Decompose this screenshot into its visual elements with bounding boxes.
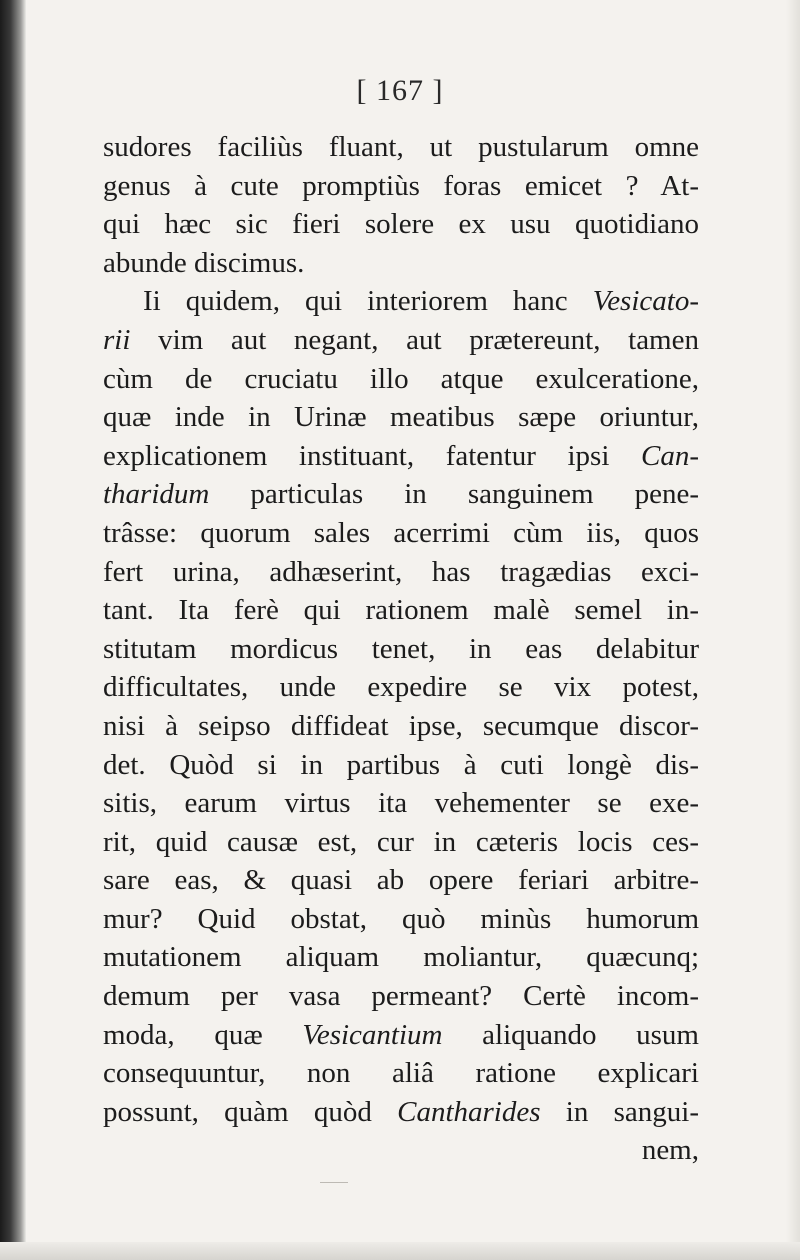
text-line: [103, 746, 699, 785]
page-bottom-edge: [0, 1242, 800, 1260]
page-right-edge: [786, 0, 800, 1260]
text-run: tant. Ita ferè qui rationem malè semel in-: [103, 594, 699, 627]
text-run: fert urina, adhæserint, has tragædias exci-: [103, 555, 699, 588]
text-line: [103, 128, 699, 167]
text-line: [103, 630, 699, 669]
text-run: moda, quæ: [103, 1018, 303, 1051]
text-run: nem,: [641, 1134, 699, 1167]
printer-mark: [320, 1182, 348, 1183]
text-run: cùm de cruciatu illo atque exulceratione,: [103, 362, 699, 395]
text-line: [103, 167, 699, 206]
text-line: [103, 1131, 699, 1170]
text-run: Ii quidem, qui interiorem hanc: [143, 285, 593, 318]
text-run: genus à cute promptiùs foras emicet ? At-: [103, 169, 699, 202]
text-line: [103, 437, 699, 476]
text-line: [103, 668, 699, 707]
text-run: nisi à seipso diffideat ipse, secumque discor-: [103, 709, 699, 742]
text-run: possunt, quàm quòd: [103, 1095, 398, 1128]
text-run: sudores faciliùs fluant, ut pustularum omne: [103, 131, 699, 163]
text-line: [103, 591, 699, 630]
italic-text: rii: [103, 323, 131, 356]
italic-text: tharidum: [103, 478, 210, 511]
italic-text: Can-: [641, 439, 699, 472]
text-line: [103, 938, 699, 977]
text-line: [103, 861, 699, 900]
text-line: [103, 823, 699, 862]
text-run: mutationem aliquam moliantur, quæcunq;: [103, 941, 699, 974]
italic-text: Vesicato-: [592, 285, 699, 318]
text-line: [103, 553, 699, 592]
text-run: difficultates, unde expedire se vix potest,: [103, 671, 699, 704]
text-line: [103, 900, 699, 939]
text-line: [103, 784, 699, 823]
text-line: [103, 1016, 699, 1055]
text-run: vim aut negant, aut prætereunt, tamen: [130, 323, 699, 356]
text-line: [103, 1054, 699, 1093]
text-run: sare eas, & quasi ab opere feriari arbitre-: [103, 864, 699, 897]
text-run: demum per vasa permeant? Certè incom-: [103, 980, 699, 1013]
text-run: explicationem instituant, fatentur ipsi: [103, 439, 641, 472]
text-run: stitutam mordicus tenet, in eas delabitur: [103, 632, 699, 665]
text-line: [103, 977, 699, 1016]
book-binding-shadow: [0, 0, 26, 1260]
text-run: sitis, earum virtus ita vehementer se exe-: [103, 787, 699, 820]
text-run: abunde discimus.: [103, 246, 305, 279]
text-run: qui hæc sic fieri solere ex usu quotidiano: [103, 208, 699, 241]
text-run: rit, quid causæ est, cur in cæteris locis ces-: [103, 825, 699, 858]
text-line: [103, 1093, 699, 1132]
italic-text: Vesicantium: [302, 1018, 443, 1051]
page-number: [ 167 ]: [356, 74, 444, 107]
text-run: in sangui-: [540, 1095, 699, 1128]
body-text: [103, 128, 699, 1170]
text-line: [103, 398, 699, 437]
text-run: quæ inde in Urinæ meatibus sæpe oriuntur,: [103, 401, 699, 434]
text-line: [103, 707, 699, 746]
text-run: consequuntur, non aliâ ratione explicari: [103, 1057, 699, 1090]
text-line: [103, 514, 699, 553]
text-line: [103, 475, 699, 514]
italic-text: Cantharides: [397, 1095, 541, 1128]
text-line: [103, 282, 699, 321]
text-run: trâsse: quorum sales acerrimi cùm iis, quos: [103, 516, 699, 549]
text-run: mur? Quid obstat, quò minùs humorum: [103, 902, 699, 935]
text-line: [103, 205, 699, 244]
text-run: aliquando usum: [442, 1018, 699, 1051]
text-line: [103, 321, 699, 360]
text-run: particulas in sanguinem pene-: [209, 478, 699, 511]
text-run: det. Quòd si in partibus à cuti longè dis-: [103, 748, 699, 781]
text-line: [103, 360, 699, 399]
text-line: [103, 244, 699, 283]
